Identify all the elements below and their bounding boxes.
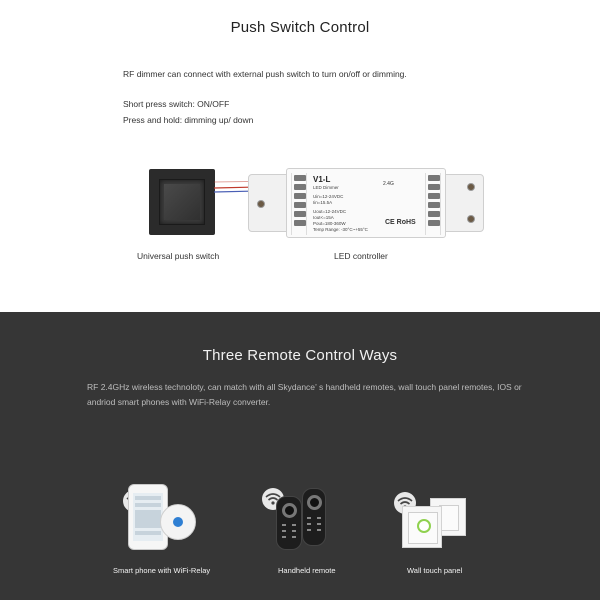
controller-input-current: Iin=15.5A xyxy=(313,200,333,205)
controller-input: Uin=12-24VDC xyxy=(313,194,344,199)
section-title: Three Remote Control Ways xyxy=(202,347,398,364)
intro-text: RF dimmer can connect with external push switch to turn on/off or dimming. xyxy=(123,69,407,79)
section-description: RF 2.4GHz wireless technoloty, can match with all Skydance’ s handheld remotes, wall touch panel remotes, IOS or andriod smart phones with WiFi-Relay converter. xyxy=(87,382,522,407)
controller-output-current: Iout<=15A xyxy=(313,215,334,220)
controller-caption: LED controller xyxy=(334,251,388,261)
controller-power: Pout=180-360W xyxy=(313,221,346,226)
switch-caption: Universal push switch xyxy=(137,251,220,261)
wall-touch-panel-icon xyxy=(402,506,442,548)
press-hold-text: Press and hold: dimming up/ down xyxy=(123,115,254,125)
handheld-remote-icon xyxy=(276,496,302,550)
controller-temp: Temp Range: -30°C~+55°C xyxy=(313,227,368,232)
controller-output: Uout=12-24VDC xyxy=(313,209,347,214)
section-title: Push Switch Control xyxy=(230,19,370,36)
remote-control-section xyxy=(0,312,600,600)
product-label-panel: Wall touch panel xyxy=(407,566,463,575)
short-press-text: Short press switch: ON/OFF xyxy=(123,99,230,109)
wifi-relay-icon xyxy=(160,504,196,540)
handheld-remote-icon xyxy=(302,488,326,546)
controller-frequency: 2.4G xyxy=(383,181,394,187)
led-controller-image xyxy=(248,168,484,238)
controller-model: V1-L xyxy=(313,175,331,184)
product-label-remote: Handheld remote xyxy=(278,566,336,575)
controller-subtitle: LED Dimmer xyxy=(313,185,339,190)
certification-marks: CE RoHS xyxy=(385,219,416,226)
product-label-smartphone: Smart phone with WiFi-Relay xyxy=(113,566,211,575)
